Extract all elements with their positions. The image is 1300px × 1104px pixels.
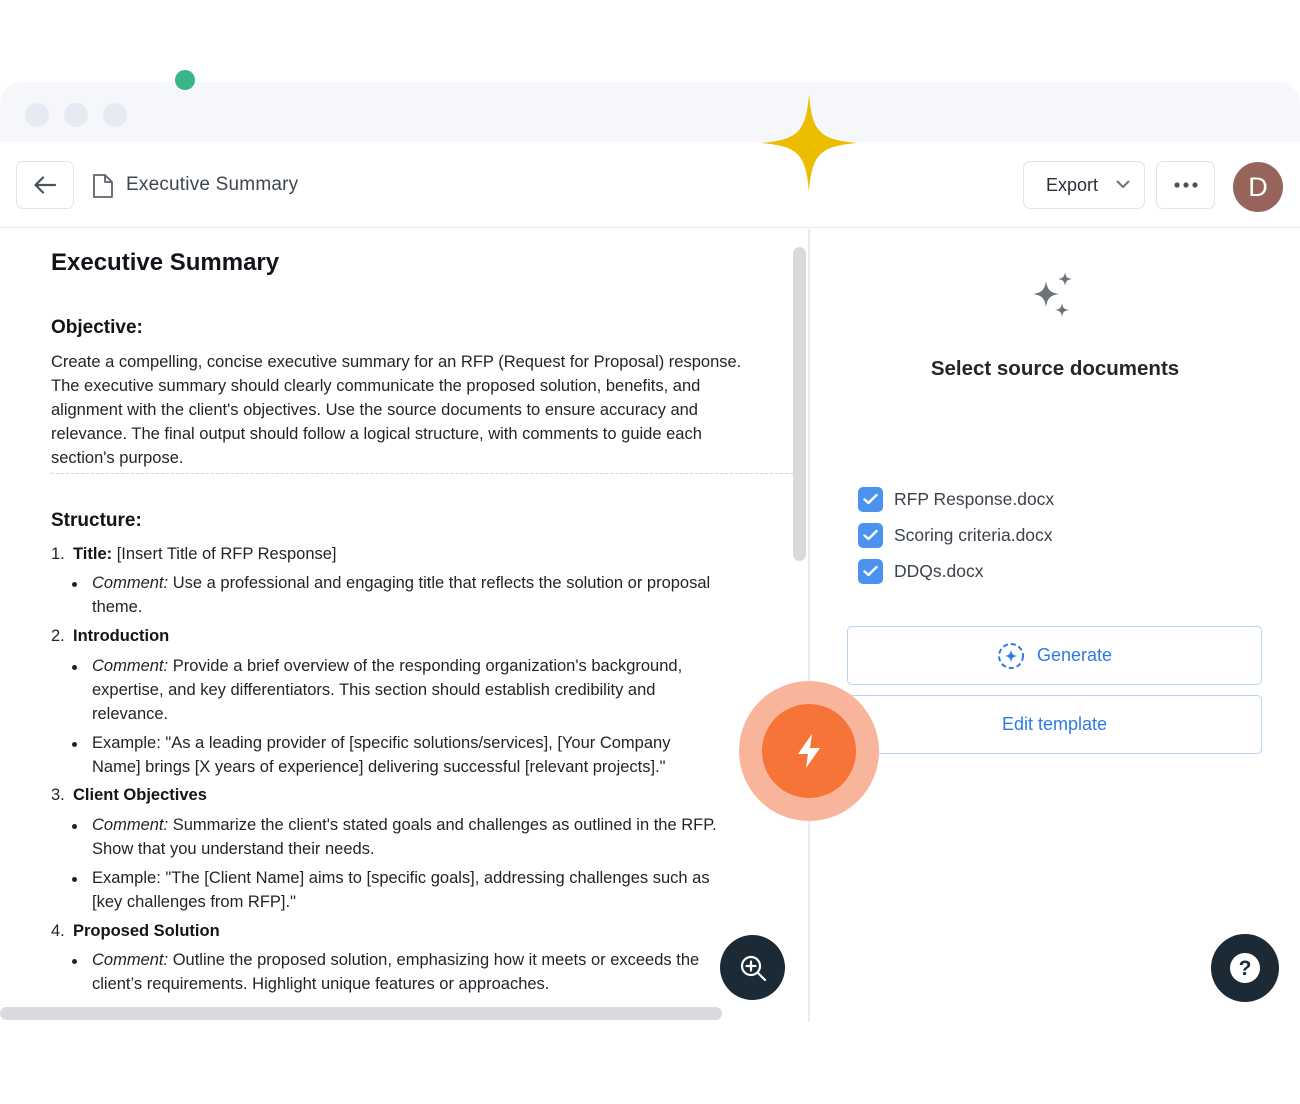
svg-text:?: ? bbox=[1238, 957, 1252, 980]
checkmark-icon bbox=[863, 493, 878, 505]
status-indicator bbox=[175, 70, 195, 90]
example-item: Example: "As a leading provider of [specific solutions/services], [Your Company Name] brings [X years of experience] delivering successful [relevant projects]." bbox=[92, 734, 671, 776]
source-item-rfp-response[interactable] bbox=[858, 486, 1054, 512]
sparkles-icon bbox=[1028, 271, 1076, 319]
bullet-dot bbox=[72, 824, 77, 829]
bullet-dot bbox=[72, 959, 77, 964]
source-item-ddqs[interactable] bbox=[858, 558, 983, 584]
more-options-button[interactable] bbox=[1156, 161, 1215, 209]
source-label: DDQs.docx bbox=[894, 560, 984, 581]
bullet-dot bbox=[72, 665, 77, 670]
document-editor[interactable]: Executive Summary Objective: Create a compelling, concise executive summary for an RFP (Request for Proposal) response. The executive summary should clearly communicate the proposed solution, benefits, and alignment with the client's objectives. Use the source documents to ensure accuracy and relevance. The final output should follow a logical structure, with comments to guide each section's purpose. Structure: 1. Title: [Insert Title of RFP Response] Comment: Use a professional and engaging title that reflects the solution or proposal theme. 2. Introduction Comment: Provide a brief overview of the responding organization's background, expertise, and key differentiators. This section should establish credibility and relevance. Example: "As a leading provider of [specific solutions/services], [Your Company Name] brings [X years of experience] delivering successful [relevant projects]." 3. Client Objectives Comment: Summarize the client's stated goals and challenges as outlined in the RFP. Show that you understand their needs. Example: "The [Client Name] aims to [specific goals], addressing challenges such as [key challenges from RFP]." 4. Proposed Solution Comment: Outline the proposed solution, emphasizing how it meets or exceeds the client’s requirements. Highlight unique features or approaches. bbox=[0, 229, 808, 1022]
source-label: RFP Response.docx bbox=[894, 488, 1055, 509]
objective-heading: Objective: bbox=[51, 317, 143, 338]
document-title: Executive Summary bbox=[126, 174, 299, 195]
checkbox-checked[interactable] bbox=[858, 559, 883, 584]
app-window bbox=[0, 82, 1300, 1022]
bullet-dot bbox=[72, 877, 77, 882]
objective-paragraph: Create a compelling, concise executive summary for an RFP (Request for Proposal) response. The executive summary should clearly communicate the proposed solution, benefits, and alignment with the client's objectives. Use the source documents to ensure accuracy and relevance. The final output should follow a logical structure, with comments to guide each section's purpose. bbox=[51, 353, 742, 467]
zoom-in-icon bbox=[739, 954, 767, 982]
window-control-minimize[interactable] bbox=[64, 103, 88, 127]
structure-heading: Structure: bbox=[51, 510, 142, 531]
comment-item: Comment: Provide a brief overview of the responding organization's background, expertise, and key differentiators. This section should establish credibility and relevance. bbox=[92, 657, 683, 723]
sparkle-star-icon bbox=[760, 94, 858, 192]
quick-action-button[interactable] bbox=[762, 704, 856, 798]
bullet-dot bbox=[72, 742, 77, 747]
export-button[interactable] bbox=[1023, 161, 1145, 209]
lightning-bolt-icon bbox=[794, 733, 824, 769]
window-control-maximize[interactable] bbox=[103, 103, 127, 127]
vertical-scrollbar[interactable] bbox=[793, 247, 806, 561]
document-icon bbox=[92, 173, 114, 199]
generate-sparkle-icon bbox=[997, 642, 1025, 670]
more-horizontal-icon bbox=[1174, 182, 1198, 188]
source-panel bbox=[810, 229, 1300, 1022]
help-button[interactable] bbox=[1211, 934, 1279, 1002]
edit-template-button[interactable] bbox=[847, 695, 1262, 754]
edit-template-label: Edit template bbox=[1001, 714, 1108, 734]
comment-item: Comment: Use a professional and engaging title that reflects the solution or proposal theme. bbox=[92, 574, 711, 616]
chevron-down-icon bbox=[1116, 180, 1130, 189]
generate-label: Generate bbox=[1036, 645, 1113, 665]
export-label: Export bbox=[1046, 174, 1099, 195]
bullet-dot bbox=[72, 582, 77, 587]
user-avatar[interactable]: D bbox=[1233, 162, 1283, 212]
checkbox-checked[interactable] bbox=[858, 523, 883, 548]
zoom-in-button[interactable] bbox=[720, 935, 785, 1000]
window-chrome bbox=[0, 82, 1300, 142]
example-item: Example: "The [Client Name] aims to [specific goals], addressing challenges such as [key challenges from RFP]." bbox=[92, 869, 710, 911]
checkmark-icon bbox=[863, 529, 878, 541]
document-header bbox=[0, 142, 1300, 228]
back-button[interactable] bbox=[16, 161, 74, 209]
checkbox-checked[interactable] bbox=[858, 487, 883, 512]
document-heading: Executive Summary bbox=[51, 249, 280, 276]
help-icon bbox=[1228, 951, 1262, 985]
window-control-close[interactable] bbox=[25, 103, 49, 127]
section-divider bbox=[51, 473, 793, 474]
horizontal-scrollbar[interactable] bbox=[0, 1007, 722, 1020]
checkmark-icon bbox=[863, 565, 878, 577]
source-label: Scoring criteria.docx bbox=[894, 524, 1053, 545]
comment-item: Comment: Outline the proposed solution, emphasizing how it meets or exceeds the client’s requirements. Highlight unique features or approaches. bbox=[92, 951, 700, 993]
source-item-scoring-criteria[interactable] bbox=[858, 522, 1053, 548]
source-panel-title: Select source documents bbox=[930, 357, 1180, 380]
arrow-left-icon bbox=[34, 176, 56, 194]
generate-button[interactable] bbox=[847, 626, 1262, 685]
comment-item: Comment: Summarize the client's stated goals and challenges as outlined in the RFP. Show that you understand their needs. bbox=[92, 816, 717, 858]
